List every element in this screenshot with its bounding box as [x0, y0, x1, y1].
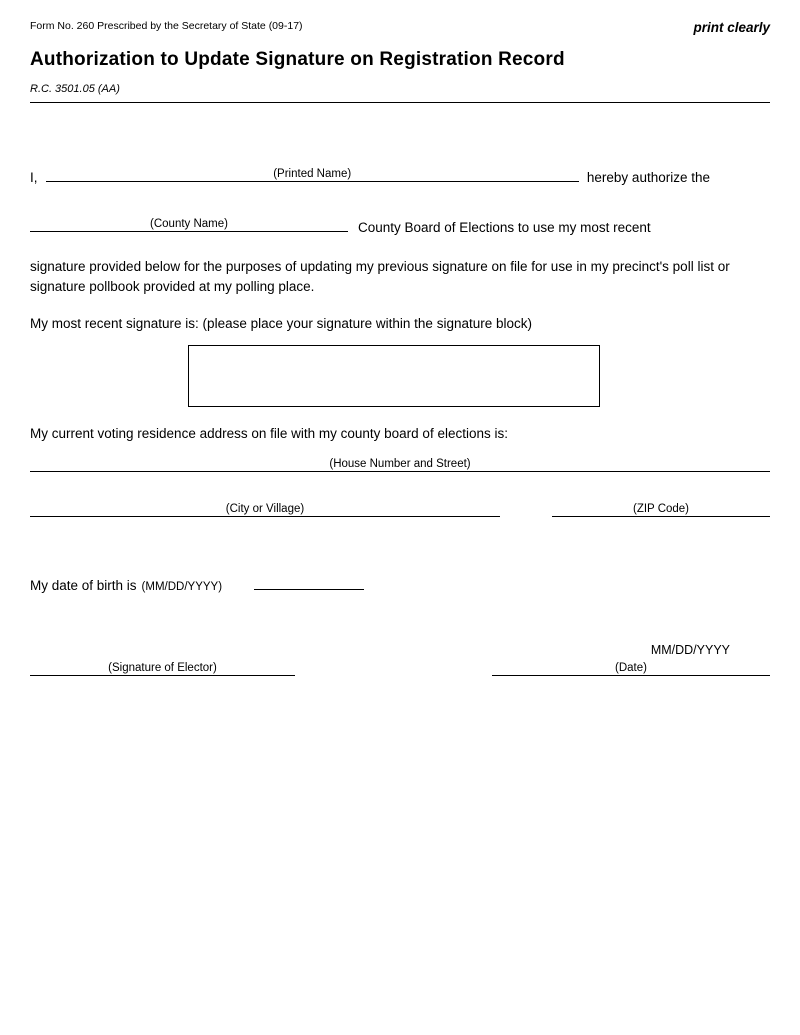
city-field[interactable] — [30, 500, 500, 517]
printed-name-field[interactable] — [46, 165, 579, 182]
zip-label: (ZIP Code) — [632, 502, 690, 515]
form-header — [30, 20, 770, 35]
city-label: (City or Village) — [225, 502, 305, 515]
statute-divider — [30, 71, 770, 103]
elector-signature-label: (Signature of Elector) — [108, 661, 217, 674]
authorization-paragraph: signature provided below for the purposes of updating my previous signature on file for use in my precinct's poll list or signature pollbook provided at my polling place. — [30, 259, 730, 295]
printed-name-label: (Printed Name) — [273, 168, 352, 180]
address-instruction: My current voting residence address on file with my county board of elections is: — [30, 425, 508, 441]
dob-prefix: My date of birth is — [30, 577, 137, 593]
dob-format-label: (MM/DD/YYYY) — [141, 580, 223, 593]
house-street-row — [30, 455, 770, 472]
dob-field[interactable] — [254, 573, 364, 590]
signature-block[interactable] — [188, 345, 600, 407]
zip-field[interactable] — [552, 500, 770, 517]
signature-date-row — [30, 643, 770, 676]
date-block — [492, 643, 770, 676]
elector-signature-field[interactable] — [30, 659, 295, 676]
county-row-suffix: County Board of Elections to use my most recent — [358, 220, 651, 235]
name-row-suffix: hereby authorize the — [586, 170, 710, 185]
city-zip-row — [30, 500, 770, 517]
date-label: (Date) — [615, 661, 647, 674]
date-field[interactable] — [492, 659, 770, 676]
print-clearly-note: print clearly — [693, 20, 770, 35]
dob-row — [30, 573, 770, 593]
house-street-field[interactable] — [30, 455, 770, 472]
printed-name-row — [30, 165, 770, 185]
name-row-prefix: I, — [30, 170, 38, 185]
page-title: Authorization to Update Signature on Registration Record — [30, 49, 565, 70]
county-name-field[interactable] — [30, 215, 348, 232]
house-street-label: (House Number and Street) — [329, 457, 471, 470]
statute-reference: R.C. 3501.05 (AA) — [30, 83, 120, 95]
signature-instruction: My most recent signature is: (please place your signature within the signature block) — [30, 315, 532, 331]
county-name-label: (County Name) — [150, 218, 228, 230]
form-number: Form No. 260 Prescribed by the Secretary of State (09-17) — [30, 20, 303, 32]
county-row — [30, 215, 770, 235]
date-format-hint: MM/DD/YYYY — [650, 642, 730, 657]
